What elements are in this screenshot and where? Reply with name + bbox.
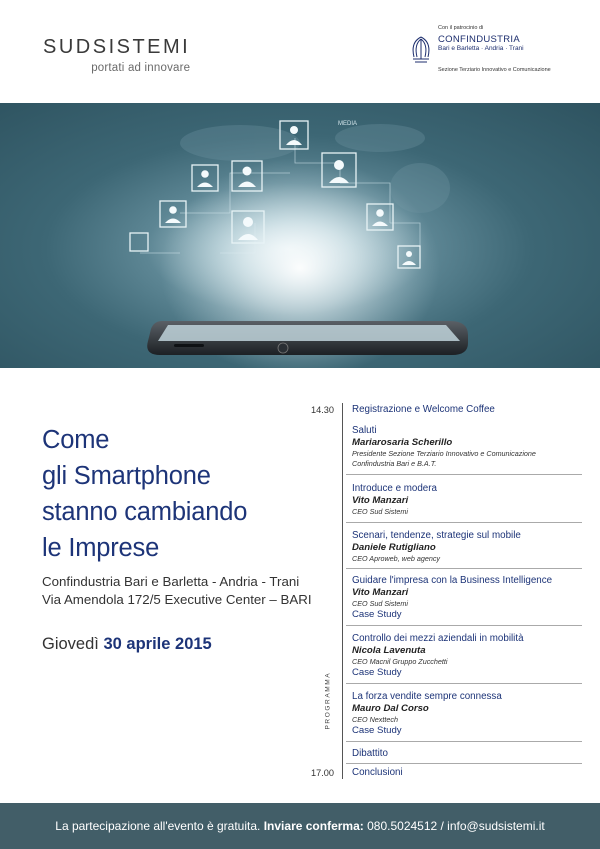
event-date — [42, 635, 212, 654]
hero-image — [0, 103, 600, 368]
patron-name: CONFINDUSTRIA — [438, 34, 521, 45]
program-item-title: Controllo dei mezzi aziendali in mobilità — [352, 633, 524, 644]
program-item-title: La forza vendite sempre connessa — [352, 691, 502, 702]
venue-line-2: Via Amendola 172/5 Executive Center – BARI — [42, 592, 312, 607]
item-separator — [346, 474, 582, 475]
speaker-role: CEO Aproweb, web agency — [352, 554, 441, 563]
speaker-name: Mauro Dal Corso — [352, 703, 429, 714]
item-separator — [346, 741, 582, 742]
program-label: PROGRAMMA — [324, 671, 332, 730]
date-value: 30 aprile 2015 — [103, 635, 212, 653]
speaker-role: Presidente Sezione Terziario Innovativo e Comunicazione — [352, 449, 536, 458]
program-item-title: Dibattito — [352, 748, 388, 759]
program-item-title: Saluti — [352, 425, 377, 436]
venue-line-1: Confindustria Bari e Barletta - Andria - Trani — [42, 574, 300, 589]
patronage-block — [410, 25, 580, 73]
item-separator — [346, 625, 582, 626]
program-item-title: Introduce e modera — [352, 483, 437, 494]
item-separator — [346, 522, 582, 523]
item-separator — [346, 568, 582, 569]
item-separator — [346, 683, 582, 684]
speaker-role: CEO Macnil Gruppo Zucchetti — [352, 657, 448, 666]
program-item — [352, 404, 582, 416]
case-study-label: Case Study — [352, 608, 402, 620]
program-item — [352, 425, 582, 468]
program-item — [352, 748, 582, 760]
case-study-label: Case Study — [352, 666, 402, 678]
brand-name: SUDSISTEMI — [43, 36, 191, 58]
speaker-name: Daniele Rutigliano — [352, 542, 436, 553]
program-item-title: Conclusioni — [352, 767, 403, 778]
program-item — [352, 633, 582, 679]
hero-media-text: MEDIA — [338, 121, 358, 127]
item-separator — [346, 763, 582, 764]
program-item — [352, 691, 582, 737]
program-divider — [342, 403, 343, 779]
title-line-4: le Imprese — [42, 534, 160, 562]
footer-confirm-label: Inviare conferma: — [263, 819, 364, 833]
smartphone-network-icon — [0, 103, 600, 368]
footer-free-text: La partecipazione all'evento è gratuita. — [55, 819, 261, 833]
start-time: 14.30 — [311, 405, 334, 415]
title-line-1: Come — [42, 426, 110, 454]
speaker-name: Vito Manzari — [352, 495, 409, 506]
confindustria-emblem-icon — [410, 35, 432, 65]
speaker-role: CEO Nexttech — [352, 715, 398, 724]
footer-contact: 080.5024512 / info@sudsistemi.it — [367, 819, 545, 833]
program-item-title: Registrazione e Welcome Coffee — [352, 404, 495, 415]
patron-sub: Bari e Barletta · Andria · Trani — [438, 45, 524, 52]
date-prefix: Giovedì — [42, 635, 99, 653]
event-venue — [42, 573, 312, 609]
program-item-title: Scenari, tendenze, strategie sul mobile — [352, 530, 521, 541]
case-study-label: Case Study — [352, 724, 402, 736]
speaker-role: CEO Sud Sistemi — [352, 599, 408, 608]
program-item — [352, 767, 582, 779]
program-item — [352, 483, 582, 517]
sudsistemi-logo — [43, 36, 190, 74]
event-title — [42, 422, 247, 566]
speaker-name: Vito Manzari — [352, 587, 409, 598]
program-item — [352, 530, 582, 564]
brand-tagline: portati ad innovare — [91, 62, 191, 74]
program-item-title: Guidare l'impresa con la Business Intelligence — [352, 575, 553, 586]
end-time: 17.00 — [311, 768, 334, 778]
patron-section: Sezione Terziario Innovativo e Comunicazione — [438, 67, 551, 73]
title-line-2: gli Smartphone — [42, 462, 211, 490]
speaker-name: Nicola Lavenuta — [352, 645, 426, 656]
title-line-3: stanno cambiando — [42, 498, 248, 526]
program-item — [352, 575, 582, 621]
footer-bar — [0, 803, 600, 849]
speaker-role: Confindustria Bari e B.A.T. — [352, 458, 437, 468]
patronage-pre: Con il patrocinio di — [438, 25, 484, 31]
speaker-name: Mariarosaria Scherillo — [352, 437, 453, 448]
speaker-role: CEO Sud Sistemi — [352, 507, 408, 516]
